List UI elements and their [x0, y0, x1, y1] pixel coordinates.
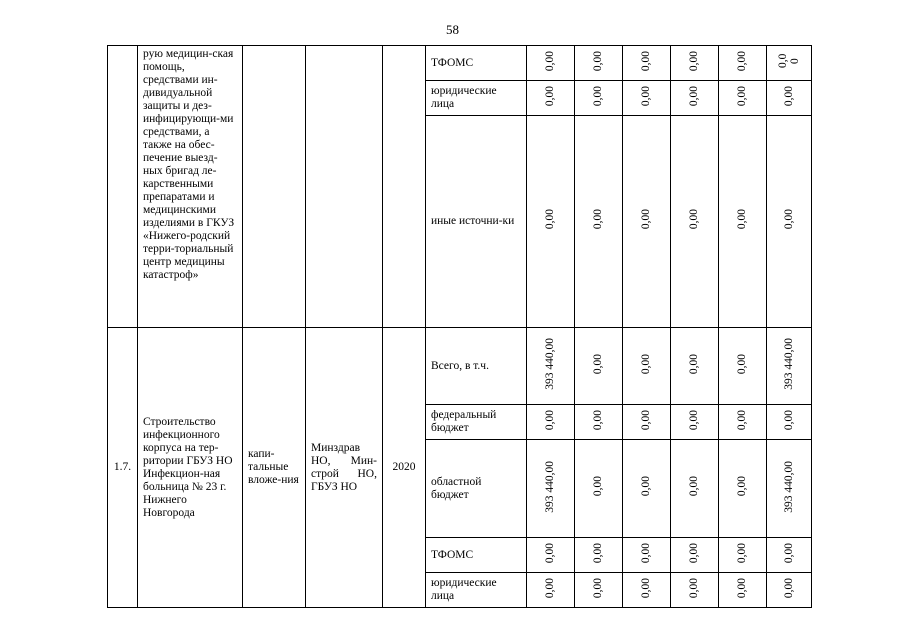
- value-cell: [671, 440, 719, 538]
- amount: 393 440,00: [544, 338, 556, 390]
- value-cell: [767, 405, 812, 440]
- source-label: юридические лица: [431, 85, 497, 110]
- source-cell: [426, 116, 527, 328]
- value-cell: [575, 116, 623, 328]
- amount: 0,00: [688, 476, 700, 497]
- source-cell: [426, 573, 527, 608]
- year-text: 2020: [392, 461, 416, 473]
- type-cell: [243, 328, 306, 608]
- number-cell: [108, 328, 138, 608]
- value-cell: [623, 328, 671, 405]
- amount: 0,00: [544, 577, 556, 599]
- value-cell: [575, 538, 623, 573]
- amount: 0,00: [736, 85, 748, 107]
- value-cell: [719, 116, 767, 328]
- value-cell: [719, 81, 767, 116]
- value-cell: [527, 405, 575, 440]
- source-label: ТФОМС: [431, 548, 474, 561]
- source-cell: [426, 538, 527, 573]
- year-cell: [383, 328, 426, 608]
- description-text: Строительство инфекционного корпуса на тер-ритории ГБУЗ НО Инфекцион-ная больница № 23 г. Нижнего Новгорода: [143, 415, 233, 519]
- amount: 0,00: [688, 209, 700, 230]
- value-cell: [719, 440, 767, 538]
- value-cell: [623, 405, 671, 440]
- amount: 0,00: [592, 209, 604, 230]
- amount: 393 440,00: [782, 460, 795, 513]
- value-cell: [623, 573, 671, 608]
- amount: 0,00: [592, 577, 604, 599]
- amount: 0,00: [544, 209, 556, 230]
- source-cell: [426, 81, 527, 116]
- value-cell: [671, 81, 719, 116]
- description-text: рую медицин-ская помощь, средствами ин-дивидуальной защиты и дез-инфицирующи-ми средствами, а также на обес-печение выезд-ных бригад ле-карственными препаратами и медицинскими изделиями в ГКУЗ «Нижего-родский терри-ториальный центр медицины катастроф»: [143, 48, 235, 281]
- amount: 0,00: [736, 542, 748, 564]
- budget-table: [107, 45, 812, 608]
- amount: 393 440,00: [544, 460, 556, 513]
- executor-text: Минздрав НО, Мин-строй НО, ГБУЗ НО: [311, 441, 377, 493]
- value-cell: [767, 328, 812, 405]
- value-cell: [527, 46, 575, 81]
- amount: 0,00: [640, 50, 652, 72]
- amount: 0,00: [544, 409, 556, 431]
- year-cell: [383, 46, 426, 328]
- amount: 0,00: [688, 542, 700, 564]
- amount-part: 0: [789, 58, 801, 64]
- value-cell: [767, 46, 812, 81]
- amount: 0,00: [592, 50, 604, 72]
- amount: 0,00: [736, 209, 748, 230]
- executor-cell: [306, 328, 383, 608]
- page-number: 58: [446, 22, 459, 37]
- value-cell: [671, 328, 719, 405]
- table-row: [108, 328, 812, 405]
- description-cell: [138, 328, 243, 608]
- amount: 0,00: [544, 50, 556, 72]
- value-cell: [671, 573, 719, 608]
- type-cell: [243, 46, 306, 328]
- value-cell: [527, 116, 575, 328]
- description-cell: [138, 46, 243, 328]
- source-label: Всего, в т.ч.: [431, 359, 489, 372]
- source-label: ТФОМС: [431, 56, 474, 69]
- amount: 0,00: [544, 542, 556, 564]
- value-cell: [671, 116, 719, 328]
- amount: 0,00: [640, 542, 652, 564]
- amount: 0,00: [736, 476, 748, 497]
- amount: 0,00: [736, 50, 748, 72]
- expense-type: капи-тальные вложе-ния: [248, 448, 299, 486]
- value-cell: [575, 328, 623, 405]
- number-cell: [108, 46, 138, 328]
- amount: 0,00: [688, 409, 700, 431]
- value-cell: [767, 116, 812, 328]
- value-cell: [623, 116, 671, 328]
- source-cell: [426, 405, 527, 440]
- amount: 0,00: [592, 353, 604, 375]
- value-cell: [719, 405, 767, 440]
- value-cell: [575, 46, 623, 81]
- value-cell: [623, 81, 671, 116]
- amount: 0,00: [782, 542, 795, 564]
- value-cell: [767, 573, 812, 608]
- amount: 393 440,00: [782, 338, 795, 390]
- amount: 0,00: [688, 85, 700, 107]
- value-cell: [575, 81, 623, 116]
- amount: 0,00: [782, 209, 795, 230]
- amount: 0,00: [688, 577, 700, 599]
- source-cell: [426, 328, 527, 405]
- value-cell: [575, 440, 623, 538]
- value-cell: [527, 81, 575, 116]
- value-cell: [527, 328, 575, 405]
- amount: 0,00: [782, 85, 795, 107]
- amount: 0,00: [640, 476, 652, 497]
- value-cell: [575, 405, 623, 440]
- amount: 0,00: [782, 577, 795, 599]
- value-cell: [623, 440, 671, 538]
- value-cell: [719, 538, 767, 573]
- amount: 0,00: [640, 577, 652, 599]
- value-cell: [671, 538, 719, 573]
- amount: 0,00: [592, 85, 604, 107]
- value-cell: [527, 573, 575, 608]
- source-cell: [426, 46, 527, 81]
- value-cell: [527, 440, 575, 538]
- amount-part: 0,0: [777, 53, 789, 69]
- amount: 0,00: [640, 353, 652, 375]
- value-cell: [671, 405, 719, 440]
- value-cell: [671, 46, 719, 81]
- value-cell: [767, 81, 812, 116]
- value-cell: [623, 538, 671, 573]
- value-cell: [527, 538, 575, 573]
- amount: 0,00: [592, 409, 604, 431]
- value-cell: [719, 328, 767, 405]
- amount: 0,00: [640, 409, 652, 431]
- value-cell: [719, 573, 767, 608]
- value-cell: [575, 573, 623, 608]
- value-cell: [767, 538, 812, 573]
- amount: 0,00: [688, 353, 700, 375]
- source-cell: [426, 440, 527, 538]
- amount: 0,00: [544, 85, 556, 107]
- amount: 0,00: [592, 476, 604, 497]
- amount: 0,00: [640, 85, 652, 107]
- source-label: областной бюджет: [431, 475, 482, 501]
- amount: [777, 50, 801, 72]
- source-label: юридические лица: [431, 577, 497, 602]
- value-cell: [767, 440, 812, 538]
- source-label: федеральный бюджет: [431, 409, 497, 434]
- amount: 0,00: [782, 409, 795, 431]
- table-row: [108, 46, 812, 81]
- executor-cell: [306, 46, 383, 328]
- value-cell: [623, 46, 671, 81]
- amount: 0,00: [592, 542, 604, 564]
- amount: 0,00: [688, 50, 700, 72]
- amount: 0,00: [736, 409, 748, 431]
- item-number: 1.7.: [113, 461, 132, 473]
- amount: 0,00: [640, 209, 652, 230]
- amount: 0,00: [736, 353, 748, 375]
- amount: 0,00: [736, 577, 748, 599]
- value-cell: [719, 46, 767, 81]
- source-label: иные источни-ки: [431, 215, 515, 227]
